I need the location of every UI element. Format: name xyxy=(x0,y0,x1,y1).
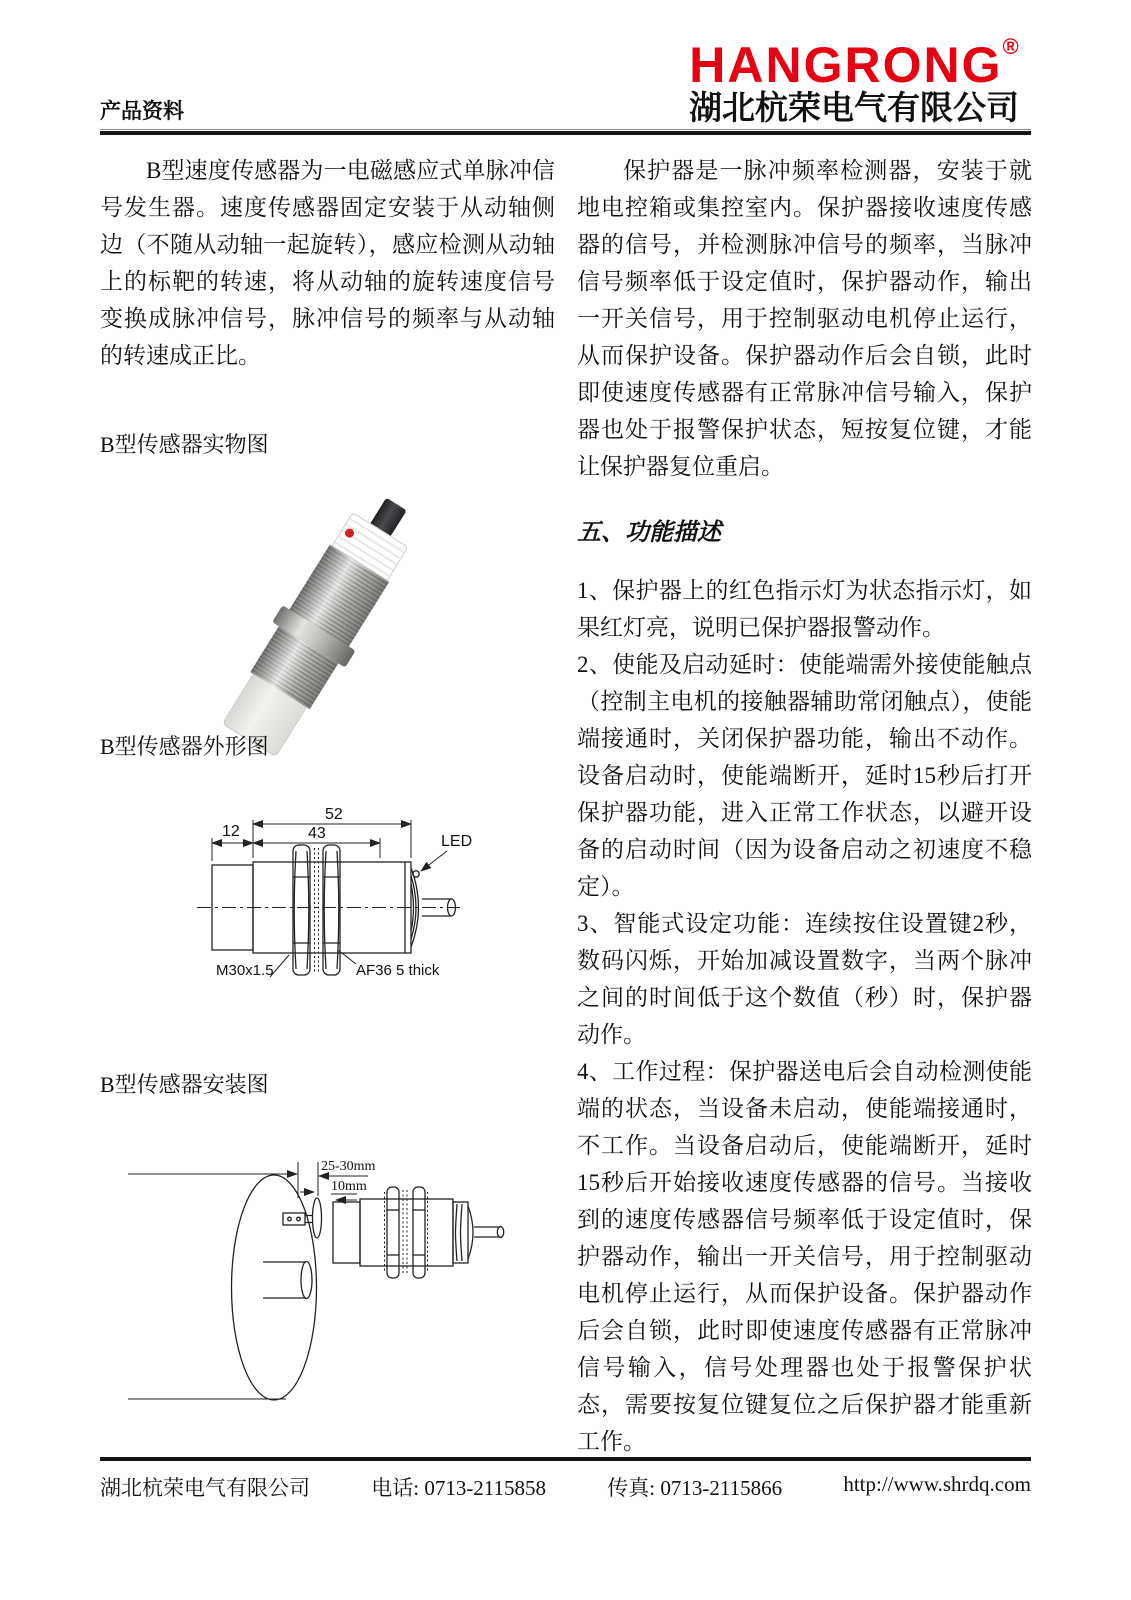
dim-43-label: 43 xyxy=(308,825,326,842)
registered-trademark-icon: ® xyxy=(1002,34,1019,59)
brand-logo-text: HANGRONG xyxy=(689,37,1003,93)
install-nut-2 xyxy=(413,1187,425,1278)
outline-drawing xyxy=(100,798,547,1013)
thread-spec-label: M30x1.5 xyxy=(216,962,274,979)
sensor-intro-paragraph: B型速度传感器为一电磁感应式单脉冲信号发生器。速度传感器固定安装于从动轴侧边（不随从动轴一起旋转），感应检测从动轴上的标靶的转速，将从动轴的旋转速度信号变换成脉冲信号，脉冲信号的频率与从动轴的转速成正比。 xyxy=(100,158,555,368)
function-item-2: 2、使能及启动延时：使能端需外接使能触点（控制主电机的接触器辅助常闭触点），使能端接通时，关闭保护器功能，输出不动作。设备启动时，使能端断开，延时15秒后打开保护器功能，进入正常工作状态，以避开设备的启动时间（因为设备启动之初速度不稳定）。 xyxy=(577,652,1032,899)
footer xyxy=(100,1472,1031,1502)
footer-fax: 传真: 0713-2115866 xyxy=(607,1476,783,1500)
brand-logo xyxy=(674,34,1034,93)
function-item-3: 3、智能式设定功能：连续按住设置键2秒，数码闪烁，开始加减设置数字，当两个脉冲之间的时间低于这个数值（秒）时，保护器动作。 xyxy=(577,911,1032,1047)
figure1-caption: B型传感器实物图 xyxy=(100,432,269,457)
company-name: 湖北杭荣电气有限公司 xyxy=(689,89,1019,126)
figure3-caption: B型传感器安装图 xyxy=(100,1072,269,1097)
installation-drawing xyxy=(100,1140,547,1425)
right-column xyxy=(577,152,1032,1460)
sensor-body-illustration xyxy=(211,480,435,764)
doc-type-label: 产品资料 xyxy=(100,99,184,123)
dim-target-distance-label: 25-30mm xyxy=(321,1159,376,1174)
footer-phone: 电话: 0713-2115858 xyxy=(371,1476,547,1500)
dim-52-label: 52 xyxy=(325,806,343,823)
dim-sensing-gap-label: 10mm xyxy=(331,1179,367,1194)
dim-12-label: 12 xyxy=(222,823,240,840)
protector-intro-paragraph: 保护器是一脉冲频率检测器，安装于就地电控箱或集控室内。保护器接收速度传感器的信号，并检测脉冲信号的频率，当脉冲信号频率低于设定值时，保护器动作，输出一开关信号，用于控制驱动电机停止运行，从而保护设备。保护器动作后会自锁，此时即使速度传感器有正常脉冲信号输入，保护器也处于报警保护状态，短按复位键，才能让保护器复位重启。 xyxy=(577,158,1032,479)
label-logo-dot xyxy=(343,527,355,539)
footer-website: http://www.shrdq.com xyxy=(843,1472,1031,1496)
section-title: 五、功能描述 xyxy=(577,520,721,546)
footer-company: 湖北杭荣电气有限公司 xyxy=(100,1476,310,1500)
led-label: LED xyxy=(441,833,473,850)
function-item-4: 4、工作过程：保护器送电后会自动检测使能端的状态，当设备未启动，使能端接通时，不工作。当设备启动后，使能端断开，延时15秒后开始接收速度传感器的信号。当接收到的速度传感器信号频率低于设定值时，保护器动作，输出一开关信号，用于控制驱动电机停止运行，从而保护设备。保护器动作后会自锁，此时即使速度传感器有正常脉冲信号输入，信号处理器也处于报警保护状态，需要按复位键复位之后保护器才能重新工作。 xyxy=(577,1059,1032,1454)
install-sensor-head xyxy=(333,1202,360,1263)
left-column xyxy=(100,152,555,1452)
footer-divider xyxy=(100,1457,1031,1461)
drum-end-face xyxy=(232,1175,317,1400)
target-bracket xyxy=(283,1213,305,1225)
target-disc xyxy=(313,1198,322,1238)
function-item-1: 1、保护器上的红色指示灯为状态指示灯，如果红灯亮，说明已保护器报警动作。 xyxy=(577,578,1032,640)
header-divider xyxy=(100,129,1031,135)
figure2-caption: B型传感器外形图 xyxy=(100,734,269,759)
sensor-photo xyxy=(250,480,420,680)
install-nut-1 xyxy=(387,1187,399,1278)
nut-spec-label: AF36 5 thick xyxy=(356,962,440,979)
header-row xyxy=(100,88,1034,128)
